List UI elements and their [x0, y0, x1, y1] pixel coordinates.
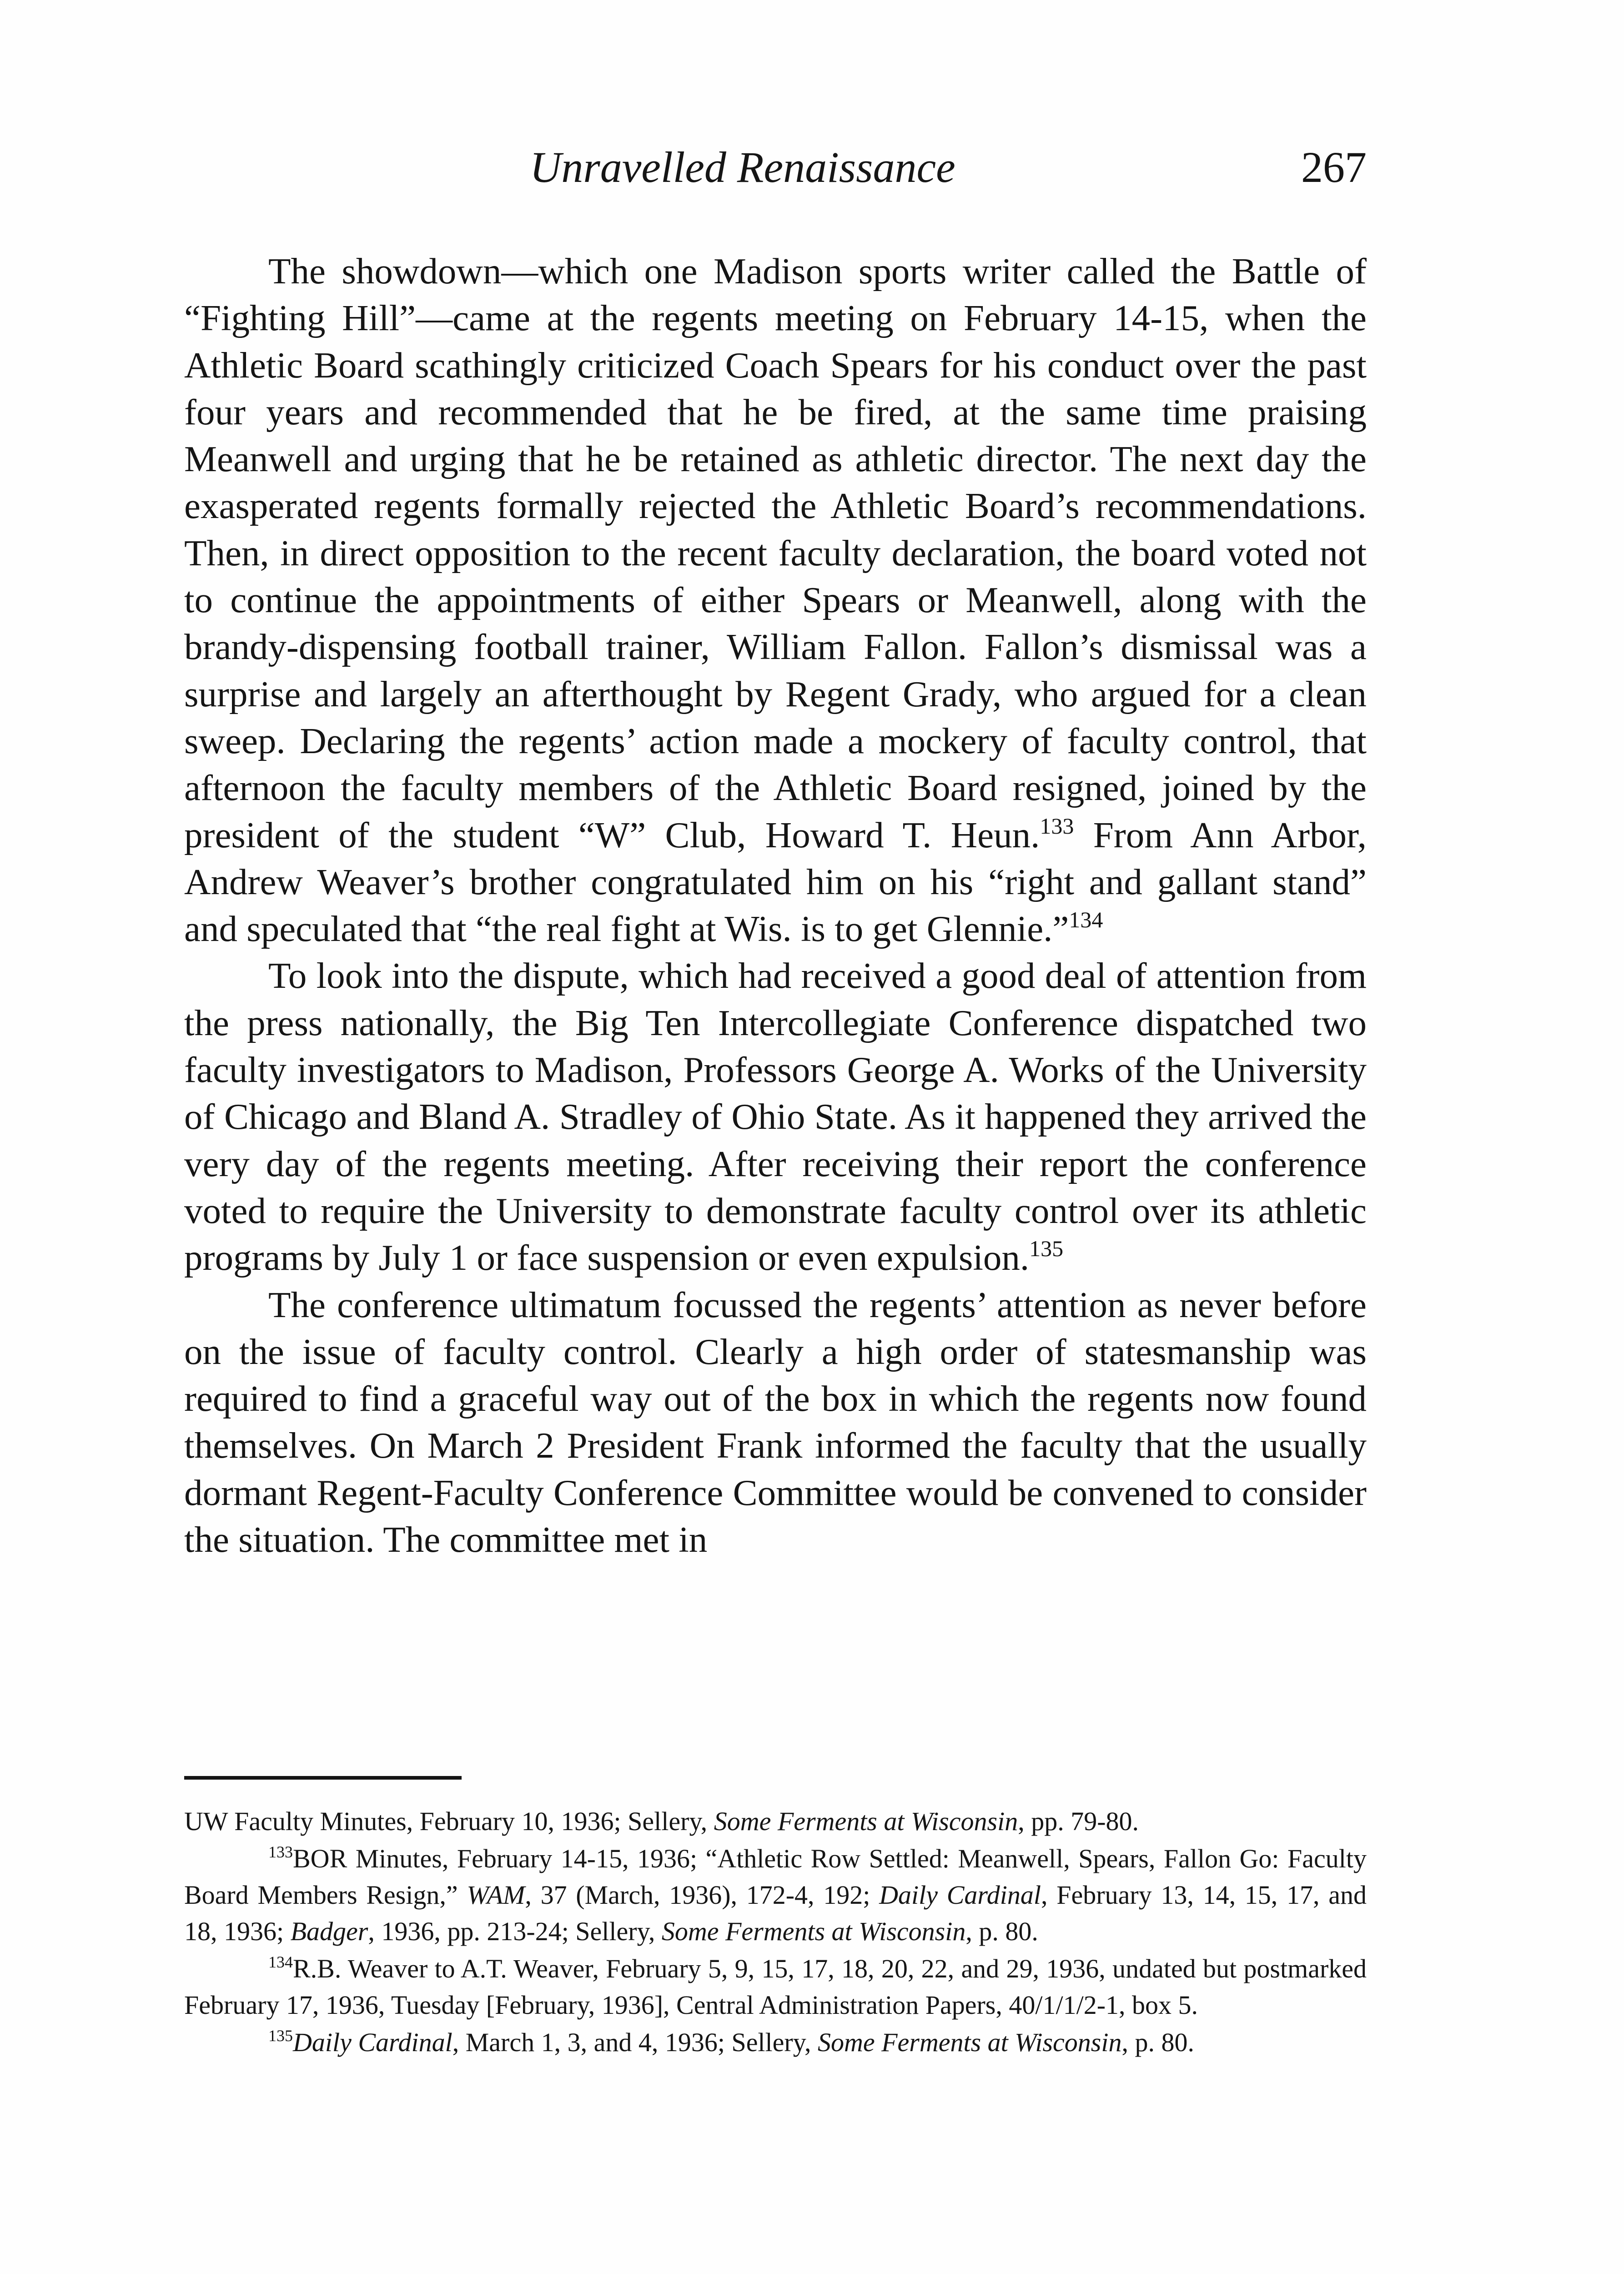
footnote-135-text-b: , p. 80. [1121, 2027, 1194, 2057]
footnote-133-title-2: Daily Cardinal [879, 1880, 1041, 1910]
footnote-134-number: 134 [268, 1953, 293, 1971]
footnote-continued-text-a: UW Faculty Minutes, February 10, 1936; Sellery, [184, 1806, 714, 1836]
footnote-133 [184, 1841, 1367, 1950]
paragraph-2 [184, 952, 1367, 1281]
footnote-ref-135: 135 [1029, 1236, 1064, 1262]
page-number: 267 [1301, 143, 1367, 191]
paragraph-3-text-a: The conference ultimatum focussed the regents’ attention as never before on the issue of faculty control. Clearly a high order of statesmanship was required to find a graceful way out of the box in which the regents now found themselves. On March 2 President Frank informed the faculty that the usually dormant Regent-Faculty Conference Committee would be convened to consider the situation. The committee met in [184, 1284, 1367, 1560]
footnote-133-text-d: , 1936, pp. 213-24; Sellery, [368, 1917, 662, 1946]
page-header [184, 136, 1367, 200]
footnote-133-title-4: Some Ferments at Wisconsin [661, 1917, 966, 1946]
body-text [184, 248, 1367, 1563]
paragraph-3 [184, 1282, 1367, 1564]
paragraph-1 [184, 248, 1367, 952]
paragraph-1-text-b: From Ann Arbor, Andrew Weaver’s brother congratulated him on his “right and gallant stand” and speculated that “the real fight at Wis. is to get Glennie.” [184, 814, 1367, 950]
footnote-135 [184, 2024, 1367, 2061]
footnotes [184, 1803, 1367, 2062]
footnote-ref-134: 134 [1069, 907, 1103, 933]
footnote-ref-133: 133 [1040, 813, 1074, 839]
footnote-divider [184, 1776, 462, 1780]
footnote-continued [184, 1803, 1367, 1840]
footnote-133-text-b: , 37 (March, 1936), 172-4, 192; [525, 1880, 880, 1910]
footnote-133-title-3: Badger [290, 1917, 368, 1946]
footnote-continued-text-b: , pp. 79-80. [1018, 1806, 1139, 1836]
footnote-133-number: 133 [268, 1843, 293, 1861]
footnote-134 [184, 1951, 1367, 2023]
footnote-133-title-1: WAM [467, 1880, 525, 1910]
footnote-135-text-a: , March 1, 3, and 4, 1936; Sellery, [452, 2027, 818, 2057]
footnote-133-text-c: , February 13, 14, 15, 17, and 18, 1936; [184, 1880, 1367, 1946]
footnote-134-text-a: R.B. Weaver to A.T. Weaver, February 5, 9, 15, 17, 18, 20, 22, and 29, 1936, undated but postmarked February 17, 1936, Tuesday [February, 1936], Central Administration Papers, 40/1/1/2-1, box 5. [184, 1954, 1367, 2020]
running-title: Unravelled Renaissance [530, 143, 955, 191]
footnote-135-title-2: Some Ferments at Wisconsin [817, 2027, 1122, 2057]
paragraph-1-text-a: The showdown—which one Madison sports writer called the Battle of “Fighting Hill”—came at the regents meeting on February 14-15, when the Athletic Board scathingly criticized Coach Spears for his conduct over the past four years and recommended that he be fired, at the same time praising Meanwell and urging that he be retained as athletic director. The next day the exasperated regents formally rejected the Athletic Board’s recommendations. Then, in direct opposition to the recent faculty declaration, the board voted not to continue the appointments of either Spears or Meanwell, along with the brandy-dispensing football trainer, William Fallon. Fallon’s dismissal was a surprise and largely an afterthought by Regent Grady, who argued for a clean sweep. Declaring the regents’ action made a mockery of faculty control, that afternoon the faculty members of the Athletic Board resigned, joined by the president of the student “W” Club, Howard T. Heun. [184, 251, 1367, 855]
paragraph-2-text-a: To look into the dispute, which had received a good deal of attention from the press nationally, the Big Ten Intercollegiate Conference dispatched two faculty investigators to Madison, Professors George A. Works of the University of Chicago and Bland A. Stradley of Ohio State. As it happened they arrived the very day of the regents meeting. After receiving their report the conference voted to require the University to demonstrate faculty control over its athletic programs by July 1 or face suspension or even expulsion. [184, 955, 1367, 1278]
footnote-continued-title: Some Ferments at Wisconsin [714, 1806, 1018, 1836]
footnote-133-text-e: , p. 80. [965, 1917, 1038, 1946]
footnote-133-text-a: BOR Minutes, February 14-15, 1936; “Athletic Row Settled: Meanwell, Spears, Fallon Go: Faculty Board Members Resign,” [184, 1844, 1367, 1910]
footnote-135-number: 135 [268, 2027, 293, 2045]
footnote-135-title-1: Daily Cardinal [293, 2027, 453, 2057]
